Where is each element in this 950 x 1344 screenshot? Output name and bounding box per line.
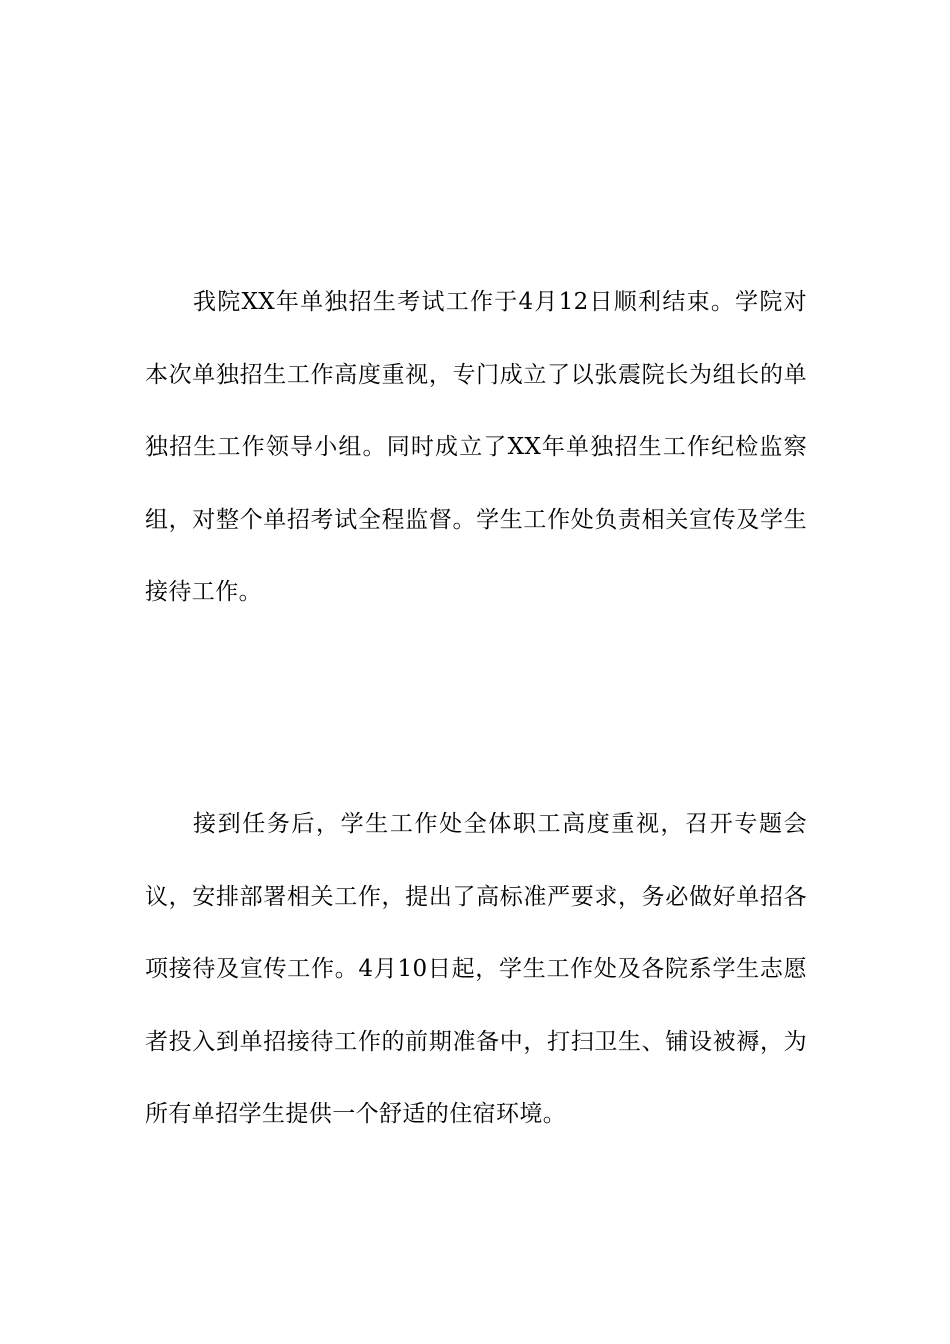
paragraph-1: 我院XX年单独招生考试工作于4月12日顺利结束。学院对本次单独招生工作高度重视，专门成立了以张震院长为组长的单独招生工作领导小组。同时成立了XX年单独招生工作纪检监察组，对整个单招考试全程监督。学生工作处负责相关宣传及学生接待工作。 (145, 289, 807, 605)
paragraph-2: 接到任务后，学生工作处全体职工高度重视，召开专题会议，安排部署相关工作，提出了高标准严要求，务必做好单招各项接待及宣传工作。4月10日起，学生工作处及各院系学生志愿者投入到单招接待工作的前期准备中，打扫卫生、铺设被褥，为所有单招学生提供一个舒适的住宿环境。 (145, 811, 807, 1127)
